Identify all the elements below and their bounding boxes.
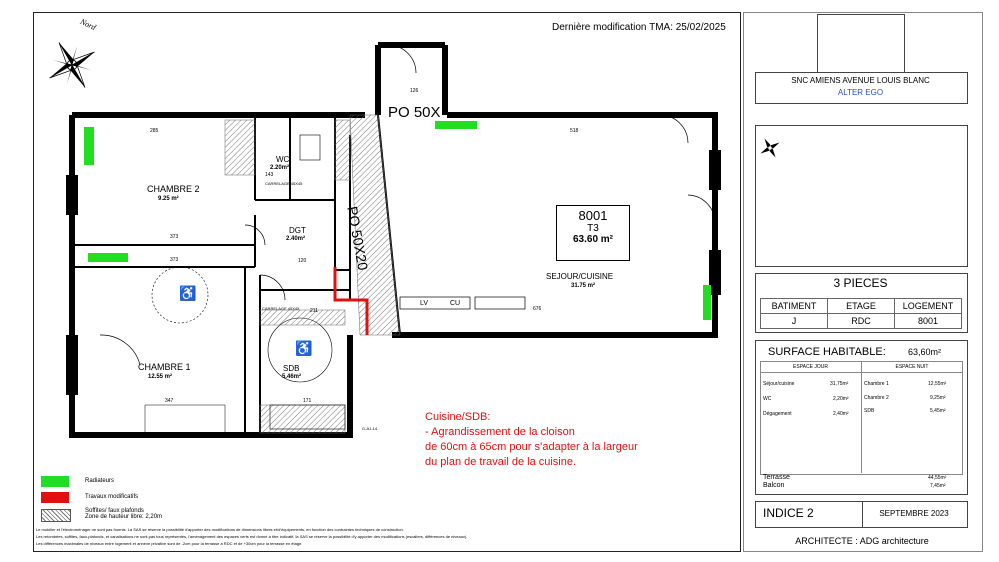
- unit-number: 8001: [578, 208, 608, 223]
- dim-676: 676: [533, 306, 542, 312]
- dim-347: 347: [165, 398, 174, 404]
- nuit-row-2-value: 9,25m²: [930, 395, 946, 401]
- note-line-3: du plan de travail de la cuisine.: [425, 456, 577, 468]
- surface-value: 63,60m²: [908, 347, 942, 357]
- espace-nuit-label: ESPACE NUIT: [895, 364, 929, 370]
- compass-label: Nord: [78, 17, 98, 32]
- surface-label: SURFACE HABITABLE:: [768, 346, 886, 358]
- company-name: SNC AMIENS AVENUE LOUIS BLANC: [791, 76, 930, 85]
- radiator-swatch: [41, 476, 69, 487]
- architecte-label: ARCHITECTE : ADG architecture: [795, 536, 929, 546]
- modification-note: [425, 410, 638, 470]
- wheelchair-icon: ♿: [179, 285, 197, 301]
- jour-row-2-name: WC: [763, 396, 772, 402]
- po-top-label: PO 50X: [388, 104, 441, 121]
- disclaimer-2: Les retombées, soffites, faux-plafonds, et canalisations ne sont pas tous représentés, l'aménagement des espaces verts est donné à titre indicatif, la SAS se réserve la possibilité d'y apporter des modifications (escaliers, différences de niveaux).: [36, 534, 468, 539]
- disclaimer-1: Le mobilier et l'électroménager ne sont pas fournis. La SAS se réserve la possibilité d'apporter des modifications de dimensions libres et/d'équipements, en fonction des contraintes techniques de construction.: [36, 527, 404, 532]
- terrasse-label: Terrasse: [763, 474, 790, 481]
- room-chambre-2: CHAMBRE 2: [147, 184, 200, 194]
- unit-area: 63.60 m²: [572, 234, 614, 245]
- dim-171: 171: [303, 398, 312, 404]
- pieces-label: 3 PIECES: [833, 276, 888, 290]
- dim-373-bottom: 373: [170, 257, 179, 263]
- balcon-value: 7,45m²: [930, 483, 946, 489]
- dim-143: 143: [265, 172, 274, 178]
- room-chambre-1: CHAMBRE 1: [138, 362, 191, 372]
- balcon-label: Balcon: [763, 482, 785, 489]
- date-label: SEPTEMBRE 2023: [879, 509, 949, 518]
- note-line-1: - Agrandissement de la cloison: [425, 426, 575, 438]
- jour-row-1-name: Séjour/cuisine: [763, 381, 795, 387]
- dim-126: 126: [410, 88, 419, 94]
- dim-285: 285: [150, 128, 159, 134]
- nuit-row-2-name: Chambre 2: [864, 395, 889, 401]
- legend-radiateurs: Radiateurs: [85, 478, 115, 484]
- jour-row-3-name: Dégagement: [763, 411, 792, 417]
- terrasse-value: 44,55m²: [928, 475, 947, 481]
- header-etage: ETAGE: [827, 298, 895, 314]
- nuit-row-1-name: Chambre 1: [864, 381, 889, 387]
- nuit-row-3-value: 5,45m²: [930, 408, 946, 414]
- room-chambre-1-area: 12.55 m²: [148, 374, 173, 380]
- jour-row-1-value: 31,75m²: [830, 381, 849, 387]
- note-title: Cuisine/SDB:: [425, 411, 491, 423]
- room-wc: WC: [276, 155, 290, 164]
- ga-label: G-A1-14: [362, 426, 378, 431]
- jour-row-2-value: 2,20m²: [833, 396, 849, 402]
- modification-date: Dernière modification TMA: 25/02/2025: [552, 22, 726, 33]
- dim-373-top: 373: [170, 234, 179, 240]
- carrelage-1: CARRELAGE 45X45: [265, 181, 303, 186]
- header-batiment: BATIMENT: [760, 298, 828, 314]
- po-diag-label: PO 50X20: [344, 205, 372, 272]
- room-sejour-area: 31.75 m²: [571, 283, 596, 289]
- unit-type: T3: [587, 223, 599, 234]
- small-compass-icon: [758, 130, 788, 160]
- dim-211: 211: [310, 308, 318, 314]
- value-etage: RDC: [827, 313, 895, 329]
- modification-swatch: [41, 492, 69, 503]
- value-logement: 8001: [894, 313, 962, 329]
- wheelchair-icon: ♿: [295, 340, 313, 356]
- surface-header-divider: [760, 372, 962, 373]
- room-chambre-2-area: 9.25 m²: [158, 196, 179, 202]
- soffite-swatch: [41, 509, 71, 522]
- header-logement: LOGEMENT: [894, 298, 962, 314]
- cu-label: CU: [450, 300, 461, 307]
- jour-row-3-value: 2,40m²: [833, 411, 849, 417]
- logo-box: [817, 14, 905, 73]
- room-dgt: DGT: [289, 226, 306, 235]
- room-sejour: SEJOUR/CUISINE: [546, 272, 614, 281]
- value-batiment: J: [760, 313, 828, 329]
- dim-120: 120: [298, 258, 307, 264]
- unit-box: [556, 205, 630, 261]
- legend-soffites: Soffites/ faux plafonds Zone de hauteur libre: 2,20m: [85, 508, 163, 520]
- room-dgt-area: 2.40m²: [286, 236, 306, 242]
- nuit-row-3-name: SDB: [864, 408, 875, 414]
- espace-jour-label: ESPACE JOUR: [793, 364, 828, 370]
- indice-label: INDICE 2: [763, 506, 814, 520]
- surface-divider: [861, 361, 862, 473]
- nuit-row-1-value: 12,55m²: [928, 381, 947, 387]
- legend-travaux: Travaux modificatifs: [85, 494, 139, 500]
- room-sdb: SDB: [283, 364, 300, 373]
- dim-518: 518: [570, 128, 579, 134]
- lv-label: LV: [420, 300, 429, 307]
- note-line-2: de 60cm à 65cm pour s’adapter à la largeur: [425, 441, 638, 453]
- carrelage-2: CARRELAGE 45X45: [262, 306, 300, 311]
- disclaimer-3: Les différences maximales de niveaux entre logement et annexe privative sont de -2cm pour la terrasse à RDC et de +30cm pour la terrasse en étage.: [36, 541, 303, 546]
- brand-name: ALTER EGO: [837, 88, 884, 97]
- room-wc-area: 2.20m²: [270, 165, 290, 171]
- room-sdb-area: 5.46m²: [282, 374, 302, 380]
